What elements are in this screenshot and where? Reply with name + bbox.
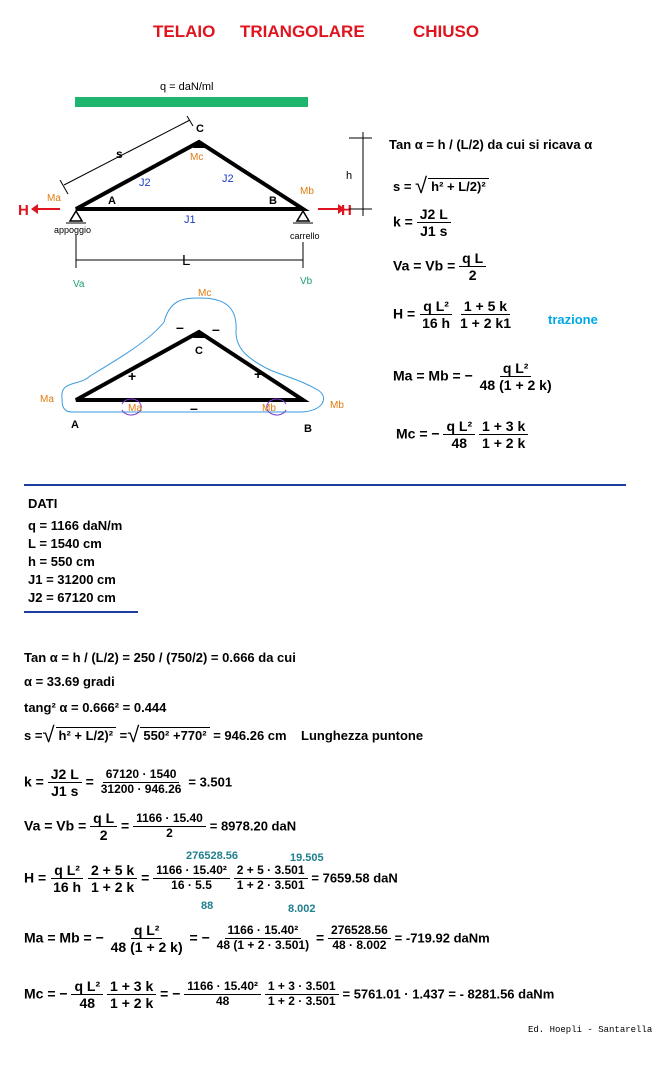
formula-tan: Tan α = h / (L/2) da cui si ricava α [389,137,593,152]
dimension-s [64,120,190,185]
note-19505: 19.505 [290,852,324,864]
note-88: 88 [201,900,214,912]
label-Ma-arc: Ma [128,403,142,414]
triangle-frame-2 [76,332,303,400]
label-B: B [269,195,277,207]
hinge-support-icon [70,211,82,221]
footer-credit: Ed. Hoepli - Santarella [528,1025,653,1035]
dati-row: J2 = 67120 cm [28,590,116,605]
label-Ma-2: Ma [40,394,54,405]
note-276528: 276528.56 [186,850,238,862]
sign-plus-left: + [128,368,137,384]
formula-Ma: Ma = Mb = − $\frac{\text{q L²}}{48 (1 + 2 k)}$ [393,360,552,394]
label-B-2: B [304,423,312,435]
formula-Mc: Mc = − $\frac{\text{q L²}}{48}$ $\frac{1 + 3 k}{1 + 2 k}$ [396,418,528,451]
label-J2-right: J2 [222,173,234,185]
label-C-2: C [195,345,203,357]
label-H-right: H [341,202,352,219]
label-Mb: Mb [300,186,314,197]
sign-minus-bottom: – [190,400,198,416]
formula-s: s = √ h² + L/2)² [393,175,489,197]
sign-minus-right: – [212,321,220,337]
calc-tang2: tang² α = 0.666² = 0.444 [24,700,167,715]
label-trazione: trazione [548,312,598,327]
label-A: A [108,195,116,207]
label-Mb-2: Mb [330,400,344,411]
formula-k: k = $\frac{J2 L}{J1 s}$ [393,206,451,239]
label-A-2: A [71,419,79,431]
dati-row: q = 1166 daN/m [28,518,123,533]
formula-V: Va = Vb = $\frac{\text{q L}}{2}$ [393,250,486,283]
label-s: s [116,147,123,161]
calc-s: s =√ h² + L/2)² =√ 550² +770² = 946.26 cm Lunghezza puntone [24,722,424,747]
dati-row: J1 = 31200 cm [28,572,116,587]
label-Ma: Ma [47,193,61,204]
calc-tan: Tan α = h / (L/2) = 250 / (750/2) = 0.666 da cui [24,650,296,665]
roller-support-icon [297,211,309,221]
label-L: L [182,252,191,269]
dati-row: L = 1540 cm [28,536,102,551]
note-8002: 8.002 [288,903,316,915]
calc-alpha: α = 33.69 gradi [24,674,115,689]
label-Mb-arc: Mb [262,403,276,414]
label-carrello: carrello [290,231,320,241]
label-appoggio: appoggio [54,225,92,235]
calc-H: H = $\frac{\text{q L²}}{16 h}$ $\frac{2 + 5 k}{1 + 2 k}$ = $\frac{\text{1166 · 15.40²}}{16 \cdot 5.5}$ $\frac{2 + 5 \cdot 3.501}{1 + 2 \cdot 3.501}$ = 7659.58 daN [24,862,398,896]
label-h: h [346,170,353,182]
moment-diagram [0,280,380,440]
calc-k: k = $\frac{J2 L}{J1 s}$ = $\frac{67120 \cdot 1540}{31200 \cdot 946.26}$ = 3.501 [24,766,233,800]
label-Mc-2: Mc [198,288,212,299]
title-word-1: TELAIO [153,22,216,41]
label-C: C [196,123,204,135]
calc-Ma: Ma = Mb = − $\frac{\text{q L²}}{48 (1 + 2 k)}$ = − $\frac{\text{1166 · 15.40²}}{48 (1 + 2 \cdot 3.501)}$ = $\frac{276528.56}{48 \cdot 8.002}$ = -719.92 daNm [24,922,490,956]
frame-diagram [0,70,380,295]
calc-Mc: Mc = − $\frac{\text{q L²}}{48}$ $\frac{1 + 3 k}{1 + 2 k}$ = − $\frac{\text{1166 · 15.40²}}{48}$ $\frac{1 + 3 \cdot 3.501}{1 + 2 \cdot 3.501}$ = 5761.01 · 1.437 = - 8281.56 daNm [24,978,555,1012]
moment-curve [62,298,324,412]
formula-H: H = $\frac{\text{q L²}}{16 h}$ $\frac{1 + 5 k}{1 + 2 k1}$ [393,298,511,332]
title-word-2: TRIANGOLARE [240,22,365,41]
calc-V: Va = Vb = $\frac{\text{q L}}{2}$ = $\frac{1166 \cdot 15.40}{2}$ = 8978.20 daN [24,810,297,844]
sign-plus-right: + [254,366,263,382]
label-Mc: Mc [190,152,204,163]
distributed-load-bar [75,97,308,107]
dati-row: h = 550 cm [28,554,95,569]
label-Vb: Vb [300,276,313,287]
dati-heading: DATI [28,496,58,511]
title-word-3: CHIUSO [413,22,480,41]
load-label: q = daN/ml [160,81,214,93]
label-Va: Va [73,279,85,290]
label-H-left: H [18,202,29,219]
sign-minus-left: – [176,319,184,335]
dati-underline [24,611,138,613]
label-J1: J1 [184,214,196,226]
separator-line [24,484,626,486]
label-J2-left: J2 [139,177,151,189]
